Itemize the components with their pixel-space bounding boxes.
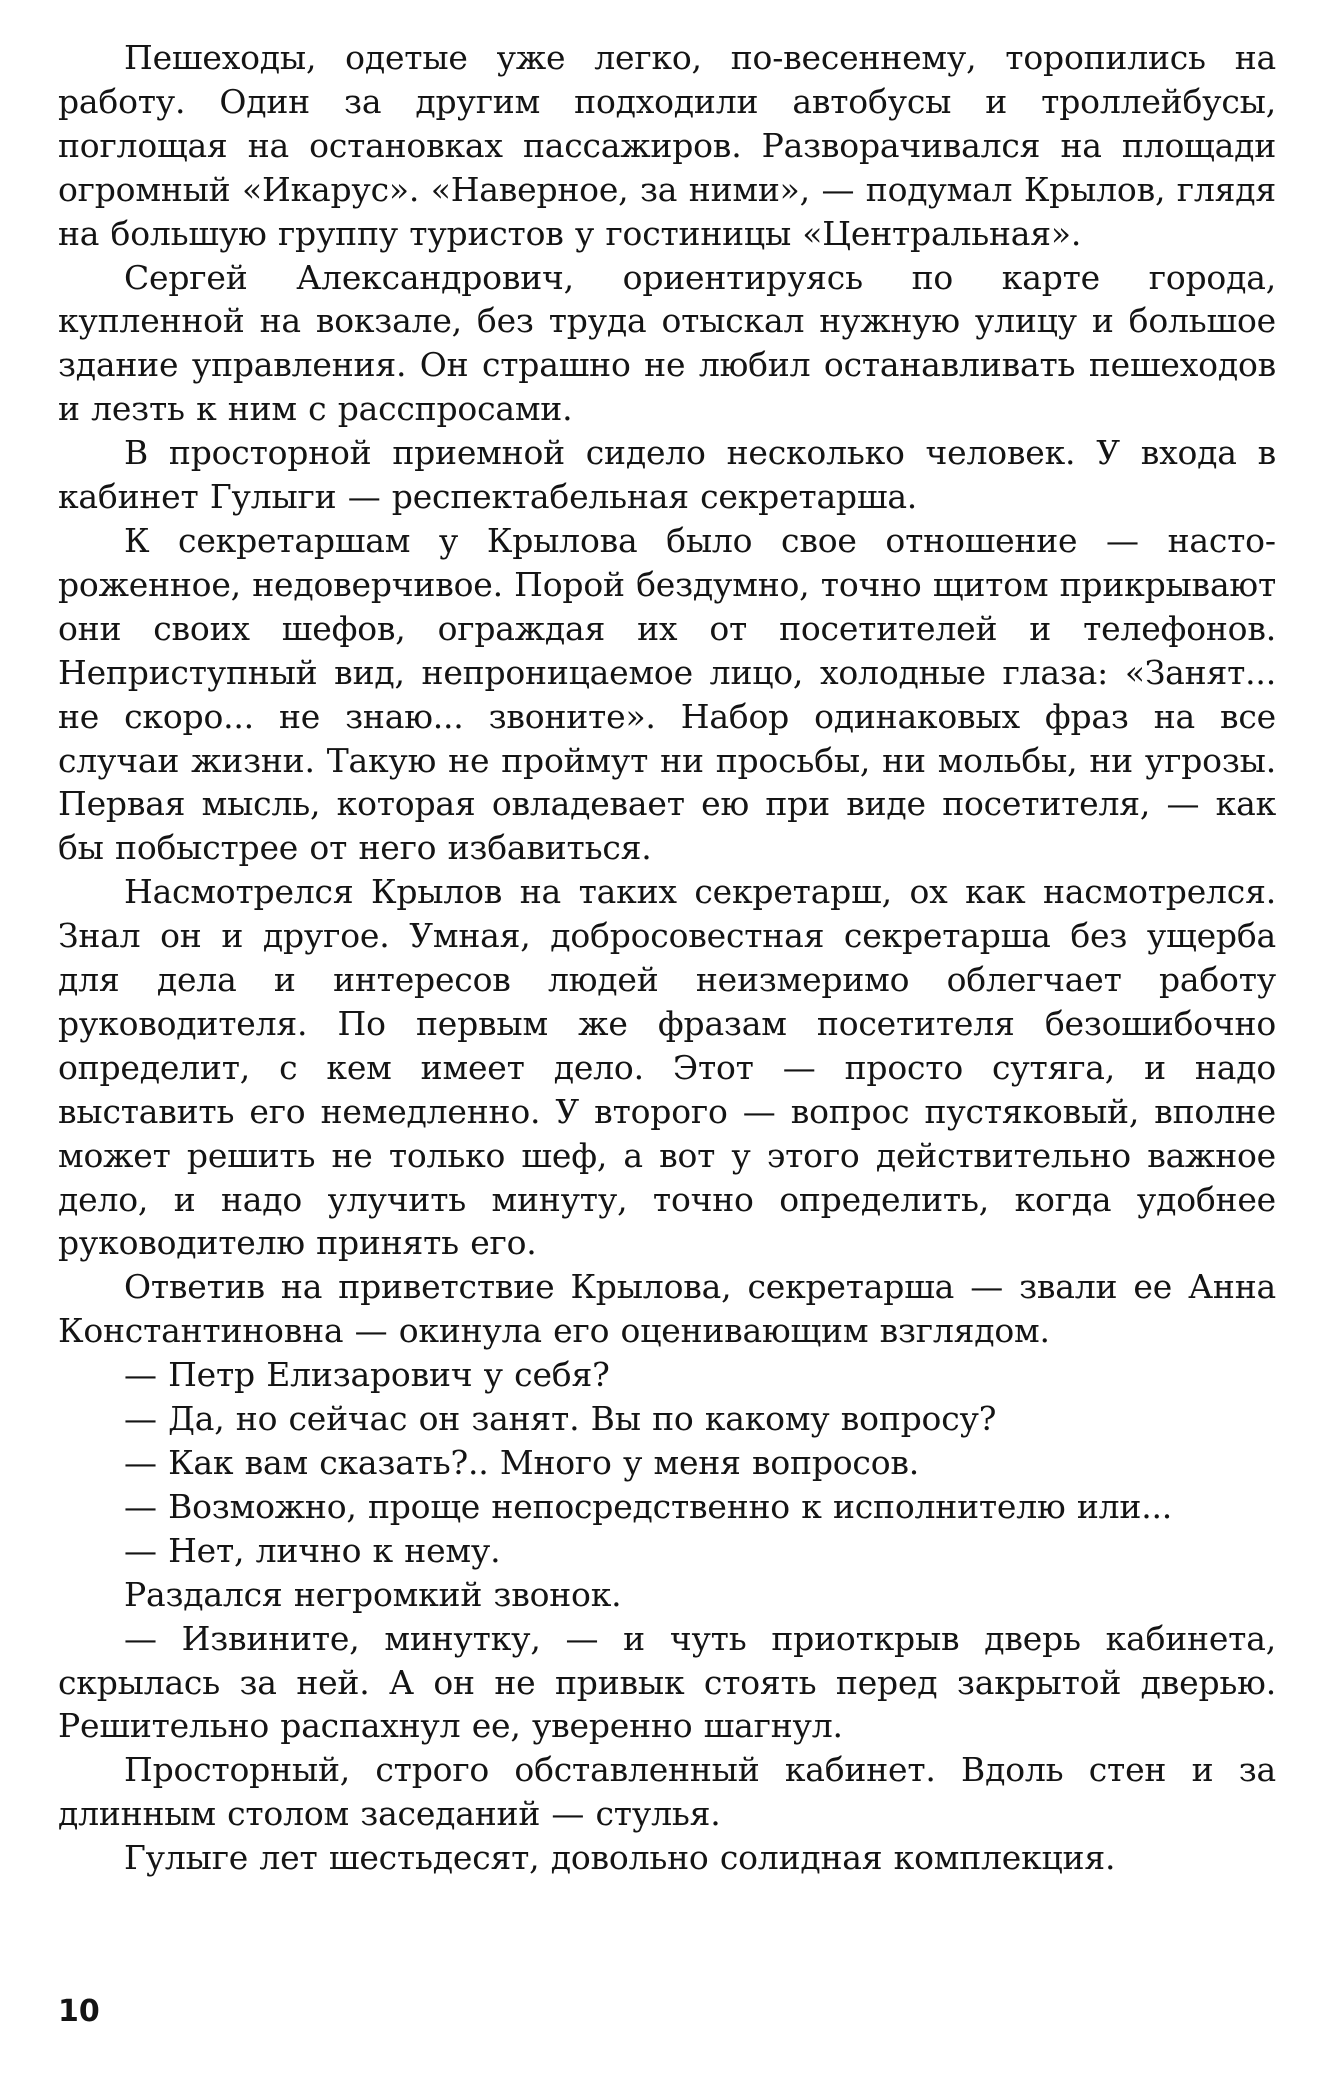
dialogue-line-1: — Петр Елизарович у себя? [124, 1355, 610, 1395]
paragraph-7: Раздался негромкий звонок. [124, 1574, 622, 1614]
page-number: 10 [58, 1994, 100, 2029]
paragraph-4: К секретаршам у Крылова было свое отношение — настороженное, недоверчивое. Порой бездумно, точно щитом прикрывают они своих шефов, ограждая их от посетителей и телефонов. Неприступный вид, непроницаемое лицо, холодные глаза: «Занят... не скоро... не знаю... звоните». Набор одинаковых фраз на все случаи жизни. Такую не проймут ни просьбы, ни мольбы, ни угрозы. Первая мысль, которая овладевает ею при виде посетителя, — как бы побыстрее от него избавиться. [58, 520, 1276, 868]
paragraph-10: Гулыге лет шестьдесят, довольно солидная комплекция. [124, 1838, 1116, 1878]
paragraph-2: Сергей Александрович, ориентируясь по карте города, купленной на вокзале, без труда отыскал нужную улицу и большое здание управления. Он страшно не любил останавливать пешеходов и лезть к ним с расспросами. [58, 257, 1276, 429]
paragraph-9: Просторный, строго обставленный кабинет. Вдоль стен и за длинным столом заседаний — стулья. [58, 1750, 1276, 1834]
dialogue-line-2: — Да, но сейчас он занят. Вы по какому вопросу? [124, 1399, 997, 1439]
paragraph-5: Насмотрелся Крылов на таких секретарш, ох как насмотрелся. Знал он и другое. Умная, добросовестная секретарша без ущерба для дела и интересов людей неизмеримо облегчает работу руководителя. По первым же фразам посетителя безошибочно определит, с кем имеет дело. Этот — просто сутяга, и надо выставить его немедленно. У второго — вопрос пустяковый, вполне может решить не только шеф, а вот у этого действительно важное дело, и надо улучить минуту, точно определить, когда удобнее руководителю принять его. [58, 872, 1276, 1263]
book-page [58, 36, 1276, 2056]
paragraph-1: Пешеходы, одетые уже легко, по-весеннему, торопились на работу. Один за другим подходили автобусы и троллейбусы, поглощая на остановках пассажиров. Разворачивался на площади огромный «Икарус». «Наверное, за ними», — подумал Крылов, глядя на большую группу туристов у гостиницы «Центральная». [58, 38, 1276, 253]
dialogue-line-4: — Возможно, проще непосредственно к исполнителю или... [124, 1486, 1173, 1526]
dialogue-line-3: — Как вам сказать?.. Много у меня вопросов. [124, 1443, 920, 1482]
paragraph-3: В просторной приемной сидело несколько человек. У входа в кабинет Гулыги — респектабельная секретарша. [58, 433, 1276, 517]
paragraph-8: — Извините, минутку, — и чуть приоткрыв дверь кабинета, скрылась за ней. А он не привык стоять перед закрытой дверью. Решительно распахнул ее, уверенно шагнул. [58, 1618, 1276, 1746]
paragraph-6: Ответив на приветствие Крылова, секретарша — звали ее Анна Константиновна — окинула его оценивающим взглядом. [58, 1267, 1276, 1351]
dialogue-line-5: — Нет, лично к нему. [124, 1530, 501, 1570]
